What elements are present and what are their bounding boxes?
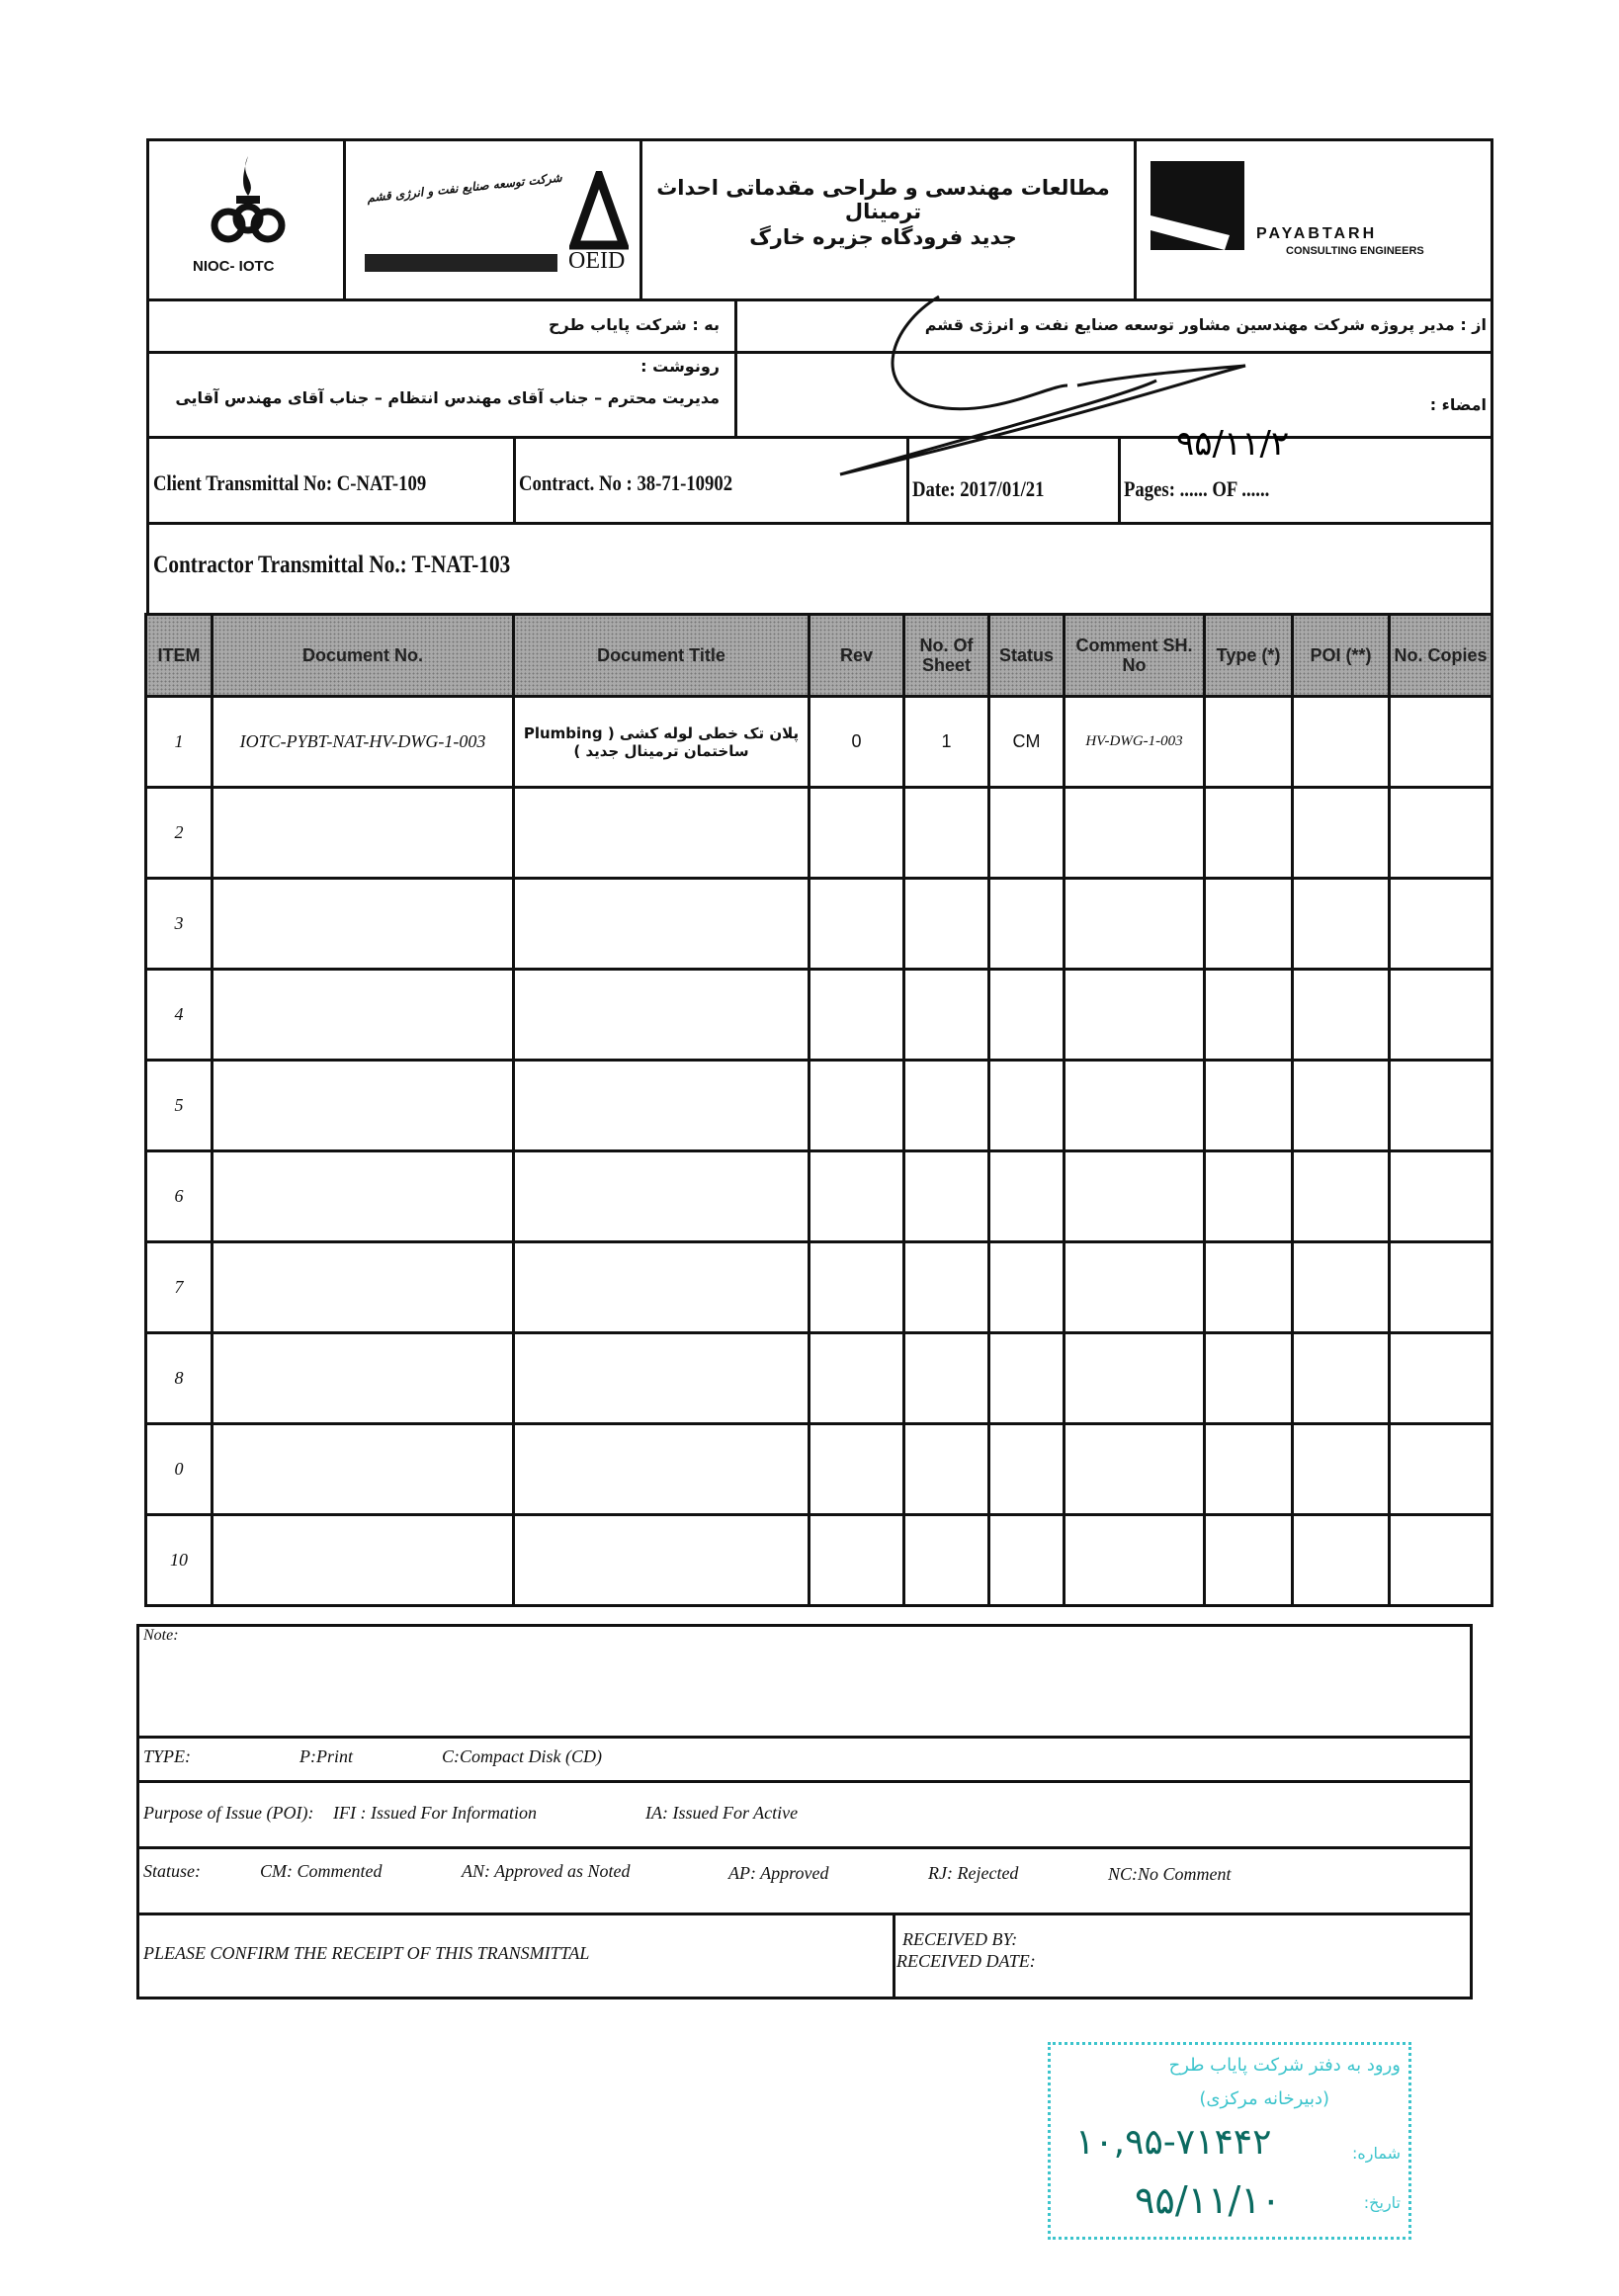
- cell-item: 0: [146, 1424, 213, 1515]
- cell-rev: [810, 1515, 904, 1606]
- cell-rev: [810, 1424, 904, 1515]
- cell-document-title: [514, 1242, 810, 1333]
- oeid-logo-persian: شرکت توسعه صنایع نفت و انرژی قشم: [366, 170, 563, 206]
- receipt-stamp: [1048, 2042, 1411, 2240]
- cell-poi: [1293, 1061, 1390, 1151]
- cell-no-copies: [1390, 1151, 1492, 1242]
- table-row: [146, 1515, 1492, 1606]
- cell-no-of-sheet: 1: [904, 697, 989, 788]
- cell-item: 6: [146, 1151, 213, 1242]
- received-date: RECEIVED DATE:: [896, 1951, 1036, 1971]
- cell-no-of-sheet: [904, 970, 989, 1061]
- oeid-logo-label: OEID: [568, 248, 626, 274]
- cell-comment-sh-no: [1065, 879, 1205, 970]
- stamp-line1: ورود به دفتر شرکت پایاب طرح: [1168, 2055, 1401, 2076]
- oeid-logo-bar: [365, 254, 557, 272]
- cell-document-title: [514, 1515, 810, 1606]
- cell-document-no: [213, 1061, 514, 1151]
- cell-no-copies: [1390, 879, 1492, 970]
- note-label: Note:: [143, 1627, 179, 1644]
- signature-label: امضاء :: [1429, 395, 1487, 414]
- payabtarh-logo-icon: [1150, 161, 1244, 250]
- cell-status: [989, 1424, 1065, 1515]
- cell-comment-sh-no: [1065, 1333, 1205, 1424]
- cell-comment-sh-no: [1065, 1424, 1205, 1515]
- cell-type: [1205, 1151, 1293, 1242]
- cell-document-no: [213, 1151, 514, 1242]
- cell-type: [1205, 1515, 1293, 1606]
- payabtarh-sub: CONSULTING ENGINEERS: [1286, 245, 1424, 257]
- stamp-number-label: شماره:: [1351, 2144, 1401, 2163]
- type-cd: C:Compact Disk (CD): [442, 1746, 602, 1766]
- cc-label: رونوشت :: [640, 357, 720, 376]
- oeid-triangle-icon: [569, 171, 629, 255]
- col-no-of-sheet: No. Of Sheet: [904, 615, 989, 697]
- col-rev: Rev: [810, 615, 904, 697]
- cell-status: [989, 970, 1065, 1061]
- table-row: [146, 1333, 1492, 1424]
- stamp-date-value: ۹۵/۱۱/۱۰: [1135, 2178, 1282, 2222]
- cell-item: 5: [146, 1061, 213, 1151]
- table-row: [146, 1151, 1492, 1242]
- cell-type: [1205, 1242, 1293, 1333]
- confirm-receipt: PLEASE CONFIRM THE RECEIPT OF THIS TRANSMITTAL: [143, 1943, 590, 1963]
- cell-document-title: پلان تک خطی لوله کشی ( Plumbing ساختمان ترمینال جدید ): [514, 697, 810, 788]
- nioc-flame-icon: [199, 151, 298, 250]
- stamp-line2: (دبیرخانه مرکزی): [1199, 2088, 1329, 2109]
- cell-document-no: [213, 879, 514, 970]
- cell-type: [1205, 788, 1293, 879]
- cell-document-title: [514, 1061, 810, 1151]
- to-field: به : شرکت پایاب طرح: [549, 315, 720, 334]
- status-cm: CM: Commented: [260, 1861, 383, 1881]
- cell-no-copies: [1390, 697, 1492, 788]
- col-item: ITEM: [146, 615, 213, 697]
- cell-poi: [1293, 1242, 1390, 1333]
- table-header-row: [146, 615, 1492, 697]
- status-label: Statuse:: [143, 1861, 201, 1881]
- cell-document-no: IOTC-PYBT-NAT-HV-DWG-1-003: [213, 697, 514, 788]
- cell-status: [989, 1242, 1065, 1333]
- cell-status: CM: [989, 697, 1065, 788]
- cell-poi: [1293, 1424, 1390, 1515]
- cell-rev: 0: [810, 697, 904, 788]
- cell-rev: [810, 1151, 904, 1242]
- table-row: [146, 697, 1492, 788]
- cell-poi: [1293, 1333, 1390, 1424]
- cell-no-of-sheet: [904, 1424, 989, 1515]
- cell-item: 7: [146, 1242, 213, 1333]
- cell-document-title: [514, 970, 810, 1061]
- table-row: [146, 1424, 1492, 1515]
- cell-no-of-sheet: [904, 879, 989, 970]
- cell-rev: [810, 970, 904, 1061]
- poi-ifi: IFI : Issued For Information: [333, 1803, 537, 1823]
- cell-poi: [1293, 697, 1390, 788]
- cell-document-no: [213, 1424, 514, 1515]
- cell-type: [1205, 1333, 1293, 1424]
- table-row: [146, 1242, 1492, 1333]
- cell-no-copies: [1390, 788, 1492, 879]
- cell-poi: [1293, 1151, 1390, 1242]
- cell-no-of-sheet: [904, 1333, 989, 1424]
- project-title-line2: جدید فرودگاه جزیره خارگ: [749, 225, 1017, 249]
- cell-document-title: [514, 879, 810, 970]
- cell-type: [1205, 1424, 1293, 1515]
- cell-document-no: [213, 970, 514, 1061]
- cell-status: [989, 879, 1065, 970]
- cell-document-no: [213, 1515, 514, 1606]
- date-field: Date: 2017/01/21: [912, 476, 1045, 501]
- table-row: [146, 1061, 1492, 1151]
- status-nc: NC:No Comment: [1108, 1864, 1232, 1884]
- table-row: [146, 970, 1492, 1061]
- payabtarh-name: PAYABTARH: [1256, 225, 1378, 242]
- cell-comment-sh-no: [1065, 970, 1205, 1061]
- table-row: [146, 788, 1492, 879]
- type-print: P:Print: [299, 1746, 353, 1766]
- cell-document-title: [514, 1151, 810, 1242]
- col-poi: POI (**): [1293, 615, 1390, 697]
- col-type: Type (*): [1205, 615, 1293, 697]
- handwritten-signature: [830, 277, 1384, 494]
- cell-type: [1205, 1061, 1293, 1151]
- contract-no: Contract. No : 38-71-10902: [519, 470, 733, 495]
- cell-no-copies: [1390, 1424, 1492, 1515]
- nioc-logo-label: NIOC- IOTC: [193, 258, 275, 275]
- cell-document-title: [514, 1333, 810, 1424]
- cell-status: [989, 788, 1065, 879]
- cell-comment-sh-no: [1065, 1515, 1205, 1606]
- client-transmittal-no: Client Transmittal No: C-NAT-109: [153, 470, 427, 495]
- status-rj: RJ: Rejected: [928, 1863, 1019, 1883]
- cell-no-of-sheet: [904, 788, 989, 879]
- cell-status: [989, 1151, 1065, 1242]
- cell-status: [989, 1061, 1065, 1151]
- nioc-logo: [199, 151, 298, 250]
- cell-comment-sh-no: [1065, 1061, 1205, 1151]
- cell-comment-sh-no: HV-DWG-1-003: [1065, 697, 1205, 788]
- pages-field: Pages: ...... OF ......: [1124, 476, 1270, 501]
- cell-no-copies: [1390, 1333, 1492, 1424]
- cell-item: 3: [146, 879, 213, 970]
- cell-no-copies: [1390, 1242, 1492, 1333]
- cell-poi: [1293, 788, 1390, 879]
- cell-no-of-sheet: [904, 1515, 989, 1606]
- type-label: TYPE:: [143, 1746, 192, 1766]
- cell-type: [1205, 697, 1293, 788]
- stamp-number-value: ۱۰,۹۵-۷۱۴۴۲: [1075, 2122, 1272, 2163]
- status-an: AN: Approved as Noted: [462, 1861, 631, 1881]
- documents-table: [144, 613, 1493, 1607]
- col-document-title: Document Title: [514, 615, 810, 697]
- cell-item: 2: [146, 788, 213, 879]
- poi-ia: IA: Issued For Active: [645, 1803, 799, 1823]
- cell-document-title: [514, 1424, 810, 1515]
- col-document-no: Document No.: [213, 615, 514, 697]
- cell-comment-sh-no: [1065, 1242, 1205, 1333]
- from-field: از : مدیر پروژه شرکت مهندسین مشاور توسعه صنایع نفت و انرژی قشم: [924, 315, 1487, 334]
- cell-no-of-sheet: [904, 1242, 989, 1333]
- cell-no-copies: [1390, 1515, 1492, 1606]
- cell-poi: [1293, 1515, 1390, 1606]
- cell-document-title: [514, 788, 810, 879]
- stamp-date-label: تاریخ:: [1363, 2193, 1401, 2212]
- cell-item: 8: [146, 1333, 213, 1424]
- cell-document-no: [213, 1333, 514, 1424]
- cc-value: مدیریت محترم – جناب آقای مهندس انتظام – جناب آقای مهندس آقایی: [175, 388, 720, 407]
- cell-rev: [810, 879, 904, 970]
- cell-status: [989, 1515, 1065, 1606]
- project-title-line1: مطالعات مهندسی و طراحی مقدماتی احداث ترمینال: [656, 176, 1110, 223]
- cell-status: [989, 1333, 1065, 1424]
- cell-no-copies: [1390, 1061, 1492, 1151]
- cell-comment-sh-no: [1065, 1151, 1205, 1242]
- table-row: [146, 879, 1492, 970]
- cell-no-copies: [1390, 970, 1492, 1061]
- cell-poi: [1293, 970, 1390, 1061]
- cell-no-of-sheet: [904, 1061, 989, 1151]
- col-no-copies: No. Copies: [1390, 615, 1492, 697]
- col-status: Status: [989, 615, 1065, 697]
- cell-type: [1205, 970, 1293, 1061]
- col-comment-sh-no: Comment SH. No: [1065, 615, 1205, 697]
- status-ap: AP: Approved: [728, 1863, 829, 1883]
- cell-type: [1205, 879, 1293, 970]
- poi-label: Purpose of Issue (POI):: [143, 1803, 314, 1823]
- cell-comment-sh-no: [1065, 788, 1205, 879]
- cell-rev: [810, 1333, 904, 1424]
- cell-rev: [810, 1061, 904, 1151]
- cell-poi: [1293, 879, 1390, 970]
- contractor-box: [146, 522, 1493, 616]
- cell-rev: [810, 1242, 904, 1333]
- cell-document-no: [213, 788, 514, 879]
- handwritten-date: ۹۵/۱۱/۲: [1176, 424, 1290, 464]
- notes-box: [136, 1624, 1473, 1999]
- received-by: RECEIVED BY:: [902, 1929, 1018, 1949]
- cell-rev: [810, 788, 904, 879]
- cell-item: 10: [146, 1515, 213, 1606]
- cell-no-of-sheet: [904, 1151, 989, 1242]
- cell-item: 1: [146, 697, 213, 788]
- cell-item: 4: [146, 970, 213, 1061]
- contractor-transmittal-no: Contractor Transmittal No.: T-NAT-103: [153, 552, 511, 578]
- cell-document-no: [213, 1242, 514, 1333]
